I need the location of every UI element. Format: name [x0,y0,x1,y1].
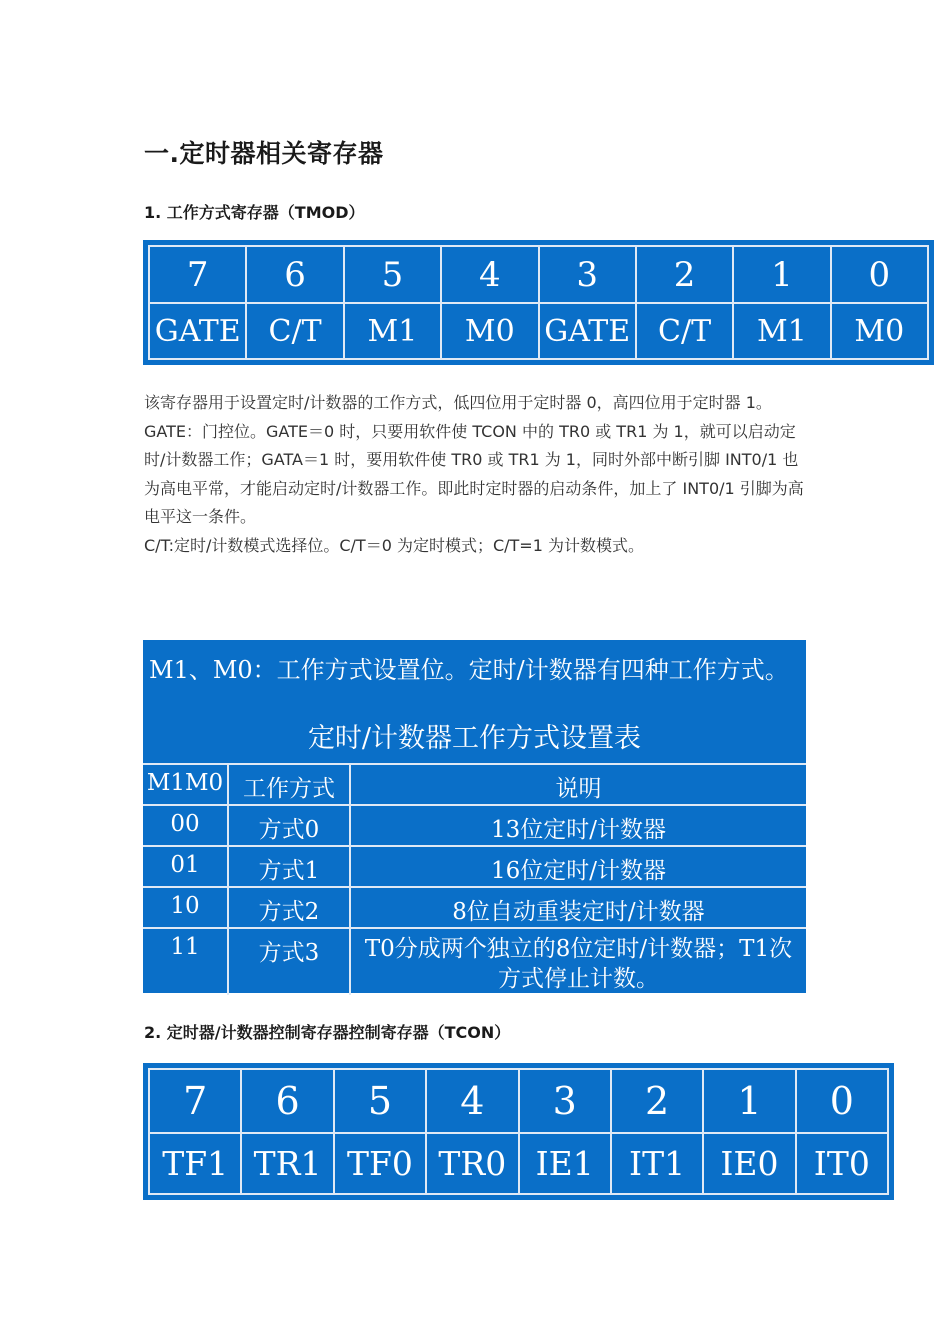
tmod-bit-cell: 0 [831,246,928,303]
paragraph: C/T:定时/计数模式选择位。C/T＝0 为定时模式；C/T=1 为计数模式。 [144,535,644,555]
tcon-bit-cell: 7 [149,1069,241,1133]
table-cell: 方式3 [228,928,350,995]
tmod-bit-cell: 5 [344,246,441,303]
tmod-name-cell: C/T [636,303,733,359]
tmod-name-cell: M0 [831,303,928,359]
tcon-bit-cell: 4 [426,1069,518,1133]
tcon-name-cell: TR1 [241,1133,333,1194]
tmod-name-cell: GATE [539,303,636,359]
mode-table [143,640,806,993]
tmod-bit-cell: 1 [733,246,830,303]
table-cell: 00 [143,805,228,846]
table-cell: 10 [143,887,228,928]
tcon-bit-cell: 5 [334,1069,426,1133]
paragraph: GATE：门控位。GATE＝0 时，只要用软件使 TCON 中的 TR0 或 TR1 为 1，就可以启动定时/计数器工作；GATA＝1 时，要用软件使 TR0 或 TR1 为 1，同时外部中断引脚 INT0/1 也为高电平常，才能启动定时/计数器工作。即此时定时器的启动条件，加上了 INT0/1 引脚为高电平这一条件。 [144,421,804,526]
tmod-name-cell: GATE [149,303,246,359]
tmod-heading: 1. 工作方式寄存器（TMOD） [144,203,365,222]
tcon-bit-cell: 2 [611,1069,703,1133]
column-header: 工作方式 [228,764,350,805]
table-cell: 01 [143,846,228,887]
mode-table-title: 定时/计数器工作方式设置表 [307,723,642,754]
tcon-name-cell: IE0 [703,1133,795,1194]
tmod-description [144,389,804,560]
tmod-bit-cell: 7 [149,246,246,303]
tcon-name-cell: IT1 [611,1133,703,1194]
table-row [143,928,806,995]
tcon-name-cell: IE1 [519,1133,611,1194]
table-cell: 16位定时/计数器 [350,846,806,887]
tmod-bit-cell: 4 [441,246,538,303]
table-cell: 13位定时/计数器 [350,805,806,846]
table-cell: 11 [143,928,228,995]
column-header: M1M0 [143,764,228,805]
table-cell: 方式0 [228,805,350,846]
tcon-name-cell: IT0 [796,1133,888,1194]
tmod-name-cell: M0 [441,303,538,359]
column-header: 说明 [350,764,806,805]
tmod-name-cell: M1 [733,303,830,359]
tmod-bit-cell: 3 [539,246,636,303]
section-heading: 一.定时器相关寄存器 [144,139,384,168]
tcon-bit-cell: 0 [796,1069,888,1133]
tmod-bit-cell: 6 [246,246,343,303]
tmod-name-cell: C/T [246,303,343,359]
tcon-bit-cell: 3 [519,1069,611,1133]
tcon-name-cell: TF0 [334,1133,426,1194]
table-row [143,846,806,887]
tcon-bit-cell: 6 [241,1069,333,1133]
table-cell: 方式2 [228,887,350,928]
table-cell: 8位自动重装定时/计数器 [350,887,806,928]
mode-intro: M1、M0：工作方式设置位。定时/计数器有四种工作方式。 [149,656,789,684]
tmod-register-table [143,240,934,365]
tmod-name-cell: M1 [344,303,441,359]
tmod-bit-cell: 2 [636,246,733,303]
tcon-register-table [143,1063,894,1200]
table-row [143,887,806,928]
tcon-heading: 2. 定时器/计数器控制寄存器控制寄存器（TCON） [144,1023,511,1042]
tcon-name-cell: TR0 [426,1133,518,1194]
table-row [143,805,806,846]
tcon-name-cell: TF1 [149,1133,241,1194]
table-cell: T0分成两个独立的8位定时/计数器；T1次方式停止计数。 [350,928,806,995]
paragraph: 该寄存器用于设置定时/计数器的工作方式，低四位用于定时器 0，高四位用于定时器 1。 [144,393,772,412]
table-cell: 方式1 [228,846,350,887]
tcon-bit-cell: 1 [703,1069,795,1133]
